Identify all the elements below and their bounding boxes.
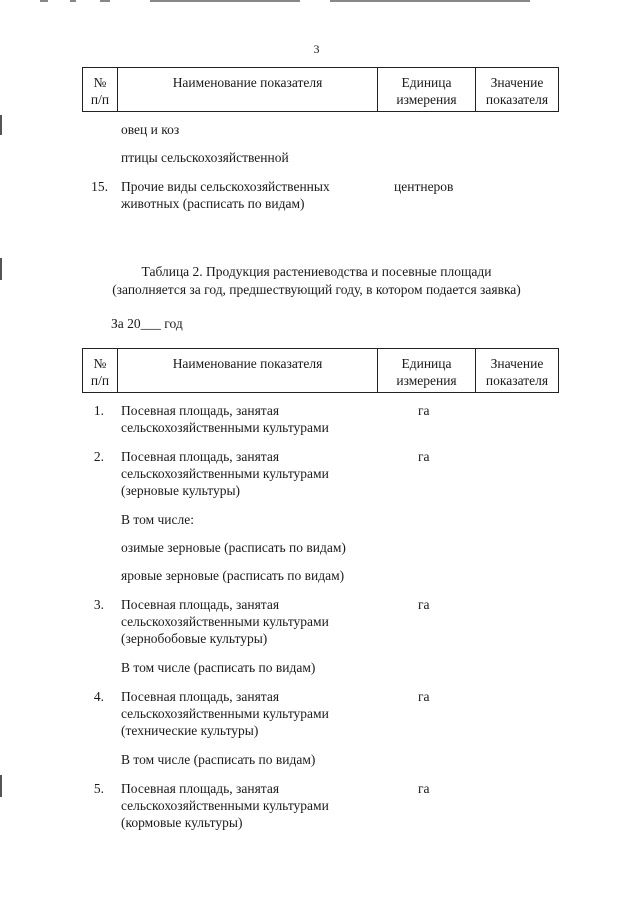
row5-line1: Посевная площадь, занятая <box>121 781 280 796</box>
row1-unit: га <box>418 403 430 418</box>
scan-margin-mark <box>0 775 2 797</box>
header-unit-line1: Единица <box>401 356 452 371</box>
row2-num: 2. <box>93 449 104 464</box>
row3-line2: сельскохозяйственными культурами <box>121 614 329 629</box>
row4-sub: В том числе (расписать по видам) <box>121 752 316 767</box>
header-name: Наименование показателя <box>172 75 323 90</box>
header-unit-line2: измерения <box>396 92 457 107</box>
scan-dash <box>70 0 76 2</box>
page-number: 3 <box>313 42 320 56</box>
row4-num: 4. <box>93 689 104 704</box>
header-num-cell <box>83 349 118 392</box>
table1-row-poultry: птицы сельскохозяйственной <box>121 150 289 165</box>
row4-unit: га <box>418 689 430 704</box>
row2-unit: га <box>418 449 430 464</box>
row2-line3: (зерновые культуры) <box>121 483 241 498</box>
row4-line1: Посевная площадь, занятая <box>121 689 280 704</box>
row2-line2: сельскохозяйственными культурами <box>121 466 329 481</box>
header-num-line1: № <box>93 75 107 90</box>
table1-row15-num: 15. <box>91 179 108 194</box>
table1-row15-line2: животных (расписать по видам) <box>121 196 305 211</box>
row4-line3: (технические культуры) <box>121 723 259 738</box>
table1-header <box>82 67 559 112</box>
table1-row-sheep: овец и коз <box>121 122 180 137</box>
row4-line2: сельскохозяйственными культурами <box>121 706 329 721</box>
row5-line2: сельскохозяйственными культурами <box>121 798 329 813</box>
header-num-line2: п/п <box>90 92 110 107</box>
header-unit-cell <box>378 68 476 111</box>
row5-num: 5. <box>93 781 104 796</box>
header-num-cell <box>83 68 118 111</box>
header-unit-cell <box>378 349 476 392</box>
header-value-cell <box>476 349 558 392</box>
header-name: Наименование показателя <box>172 356 323 371</box>
row3-unit: га <box>418 597 430 612</box>
scan-dash <box>40 0 48 2</box>
header-name-cell <box>118 68 378 111</box>
row3-sub: В том числе (расписать по видам) <box>121 660 316 675</box>
scan-top-edge <box>0 0 633 3</box>
header-num-line2: п/п <box>90 373 110 388</box>
header-unit-line1: Единица <box>401 75 452 90</box>
header-value-line2: показателя <box>485 92 549 107</box>
header-name-cell <box>118 349 378 392</box>
row5-unit: га <box>418 781 430 796</box>
table2-header <box>82 348 559 393</box>
row2-sub-including: В том числе: <box>121 512 194 527</box>
header-value-line1: Значение <box>490 356 544 371</box>
row1-num: 1. <box>93 403 104 418</box>
row1-line2: сельскохозяйственными культурами <box>121 420 329 435</box>
table1-row15-unit: центнеров <box>394 179 454 194</box>
row1-line1: Посевная площадь, занятая <box>121 403 280 418</box>
header-num-line1: № <box>93 356 107 371</box>
header-value-line2: показателя <box>485 373 549 388</box>
row5-line3: (кормовые культуры) <box>121 815 243 830</box>
table2-title: Таблица 2. Продукция растениеводства и посевные площади <box>141 264 492 279</box>
table1-row15-line1: Прочие виды сельскохозяйственных <box>121 179 330 194</box>
scan-dash <box>150 0 300 2</box>
row2-sub-winter: озимые зерновые (расписать по видам) <box>121 540 346 555</box>
row2-sub-spring: яровые зерновые (расписать по видам) <box>121 568 345 583</box>
header-value-cell <box>476 68 558 111</box>
scan-dash <box>330 0 530 2</box>
table2-subtitle: (заполняется за год, предшествующий году, в котором подается заявка) <box>112 282 521 297</box>
header-unit-line2: измерения <box>396 373 457 388</box>
row3-line3: (зернобобовые культуры) <box>121 631 268 646</box>
header-value-line1: Значение <box>490 75 544 90</box>
row3-num: 3. <box>93 597 104 612</box>
row3-line1: Посевная площадь, занятая <box>121 597 280 612</box>
row2-line1: Посевная площадь, занятая <box>121 449 280 464</box>
scan-margin-mark <box>0 115 2 135</box>
year-label: За 20___ год <box>111 316 183 331</box>
scan-dash <box>100 0 110 2</box>
